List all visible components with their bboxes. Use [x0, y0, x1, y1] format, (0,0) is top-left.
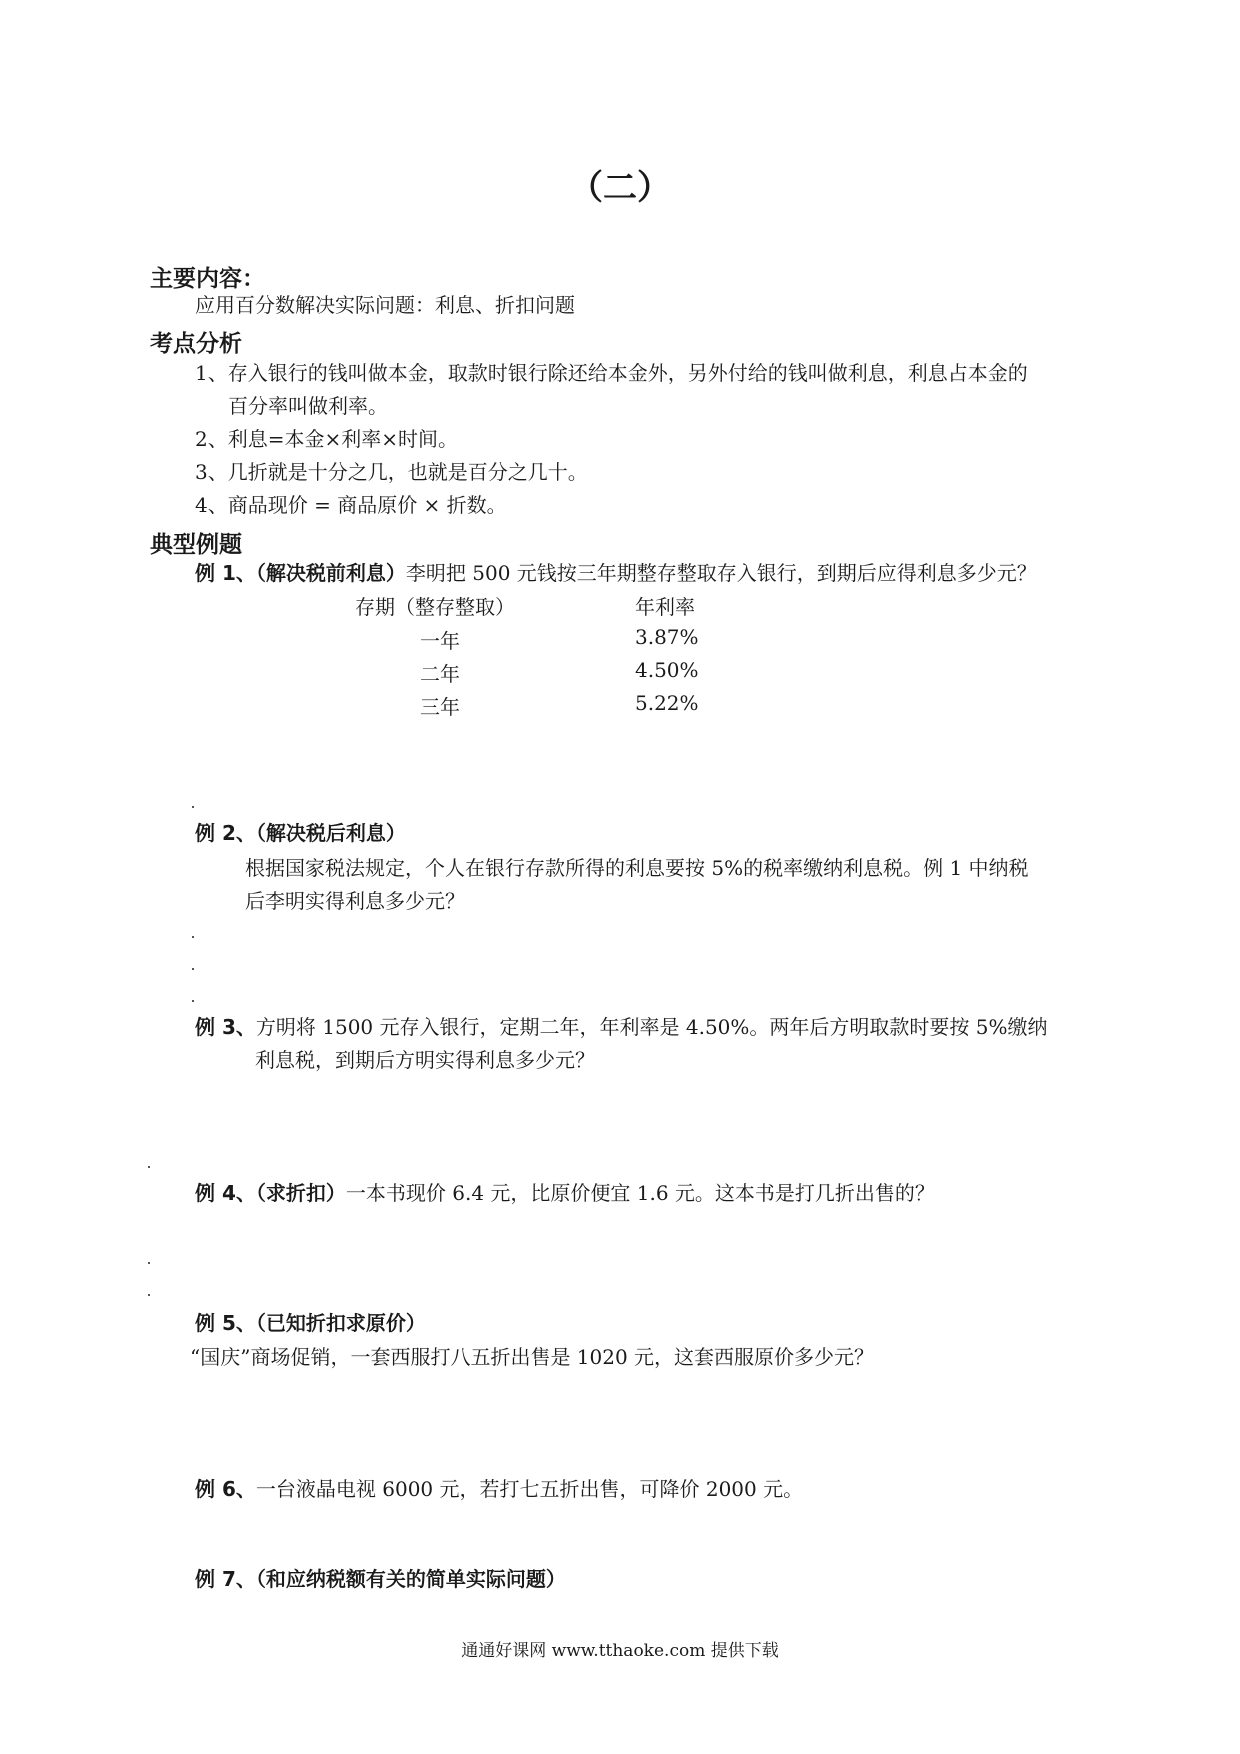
example-3-line-2: 利息税，到期后方明实得利息多少元？ [255, 1048, 595, 1072]
rate-table-term: 二年 [420, 662, 460, 686]
example-1 [195, 558, 1037, 588]
example-6-label: 例 6、 [195, 1477, 256, 1501]
example-4 [195, 1178, 935, 1208]
analysis-point-2: 2、利息=本金×利率×时间。 [195, 427, 458, 451]
example-5-label-text: 例 5、（已知折扣求原价） [195, 1311, 426, 1335]
scan-mark [148, 1166, 150, 1168]
example-3-line-1: 方明将 1500 元存入银行，定期二年，年利率是 4.50%。两年后方明取款时要按 5%缴纳 [255, 1015, 1048, 1039]
example-2-label-text: 例 2、（解决税后利息） [195, 821, 406, 845]
scan-mark [148, 1262, 150, 1264]
scan-mark [192, 968, 194, 970]
rate-table-value: 4.50% [635, 658, 699, 682]
example-6 [195, 1474, 803, 1504]
page-title: （二） [569, 168, 671, 208]
example-2-line-1: 根据国家税法规定，个人在银行存款所得的利息要按 5%的税率缴纳利息税。例 1 中纳税 [245, 856, 1029, 880]
rate-table-term: 一年 [420, 629, 460, 653]
rate-table-value: 3.87% [635, 625, 699, 649]
scan-mark [148, 1294, 150, 1296]
examples-heading: 典型例题 [150, 532, 242, 558]
rate-table-rate-header: 年利率 [635, 595, 695, 619]
analysis-point-3: 3、几折就是十分之几，也就是百分之几十。 [195, 460, 588, 484]
example-4-label: 例 4、（求折扣） [195, 1181, 346, 1205]
example-6-text: 一台液晶电视 6000 元，若打七五折出售，可降价 2000 元。 [255, 1477, 804, 1501]
example-3-label: 例 3、 [195, 1015, 256, 1039]
example-2-label [195, 818, 406, 848]
analysis-point-1-cont: 百分率叫做利率。 [228, 394, 388, 418]
page-footer: 通通好课网 www.tthaoke.com 提供下载 [461, 1641, 779, 1661]
rate-table-term-header: 存期（整存整取） [355, 595, 515, 619]
main-content-heading: 主要内容： [150, 266, 265, 292]
main-content-text: 应用百分数解决实际问题：利息、折扣问题 [195, 293, 575, 317]
example-5-text: “国庆”商场促销，一套西服打八五折出售是 1020 元，这套西服原价多少元？ [190, 1345, 875, 1369]
example-4-text: 一本书现价 6.4 元，比原价便宜 1.6 元。这本书是打几折出售的？ [345, 1181, 935, 1205]
example-2-line-2: 后李明实得利息多少元？ [245, 889, 465, 913]
rate-table-value: 5.22% [635, 691, 699, 715]
example-7-label-text: 例 7、（和应纳税额有关的简单实际问题） [195, 1567, 566, 1591]
scan-mark [192, 936, 194, 938]
example-3 [195, 1012, 1047, 1042]
example-7-label [195, 1564, 566, 1594]
example-1-label: 例 1、（解决税前利息） [195, 561, 406, 585]
example-1-text: 李明把 500 元钱按三年期整存整取存入银行，到期后应得利息多少元？ [405, 561, 1037, 585]
rate-table-term: 三年 [420, 695, 460, 719]
scan-mark [192, 1000, 194, 1002]
analysis-point-4: 4、商品现价 = 商品原价 × 折数。 [195, 493, 507, 517]
analysis-heading: 考点分析 [150, 331, 242, 357]
example-5-label [195, 1308, 426, 1338]
scan-mark [192, 806, 194, 808]
analysis-point-1: 1、存入银行的钱叫做本金，取款时银行除还给本金外，另外付给的钱叫做利息，利息占本金的 [195, 361, 1028, 385]
